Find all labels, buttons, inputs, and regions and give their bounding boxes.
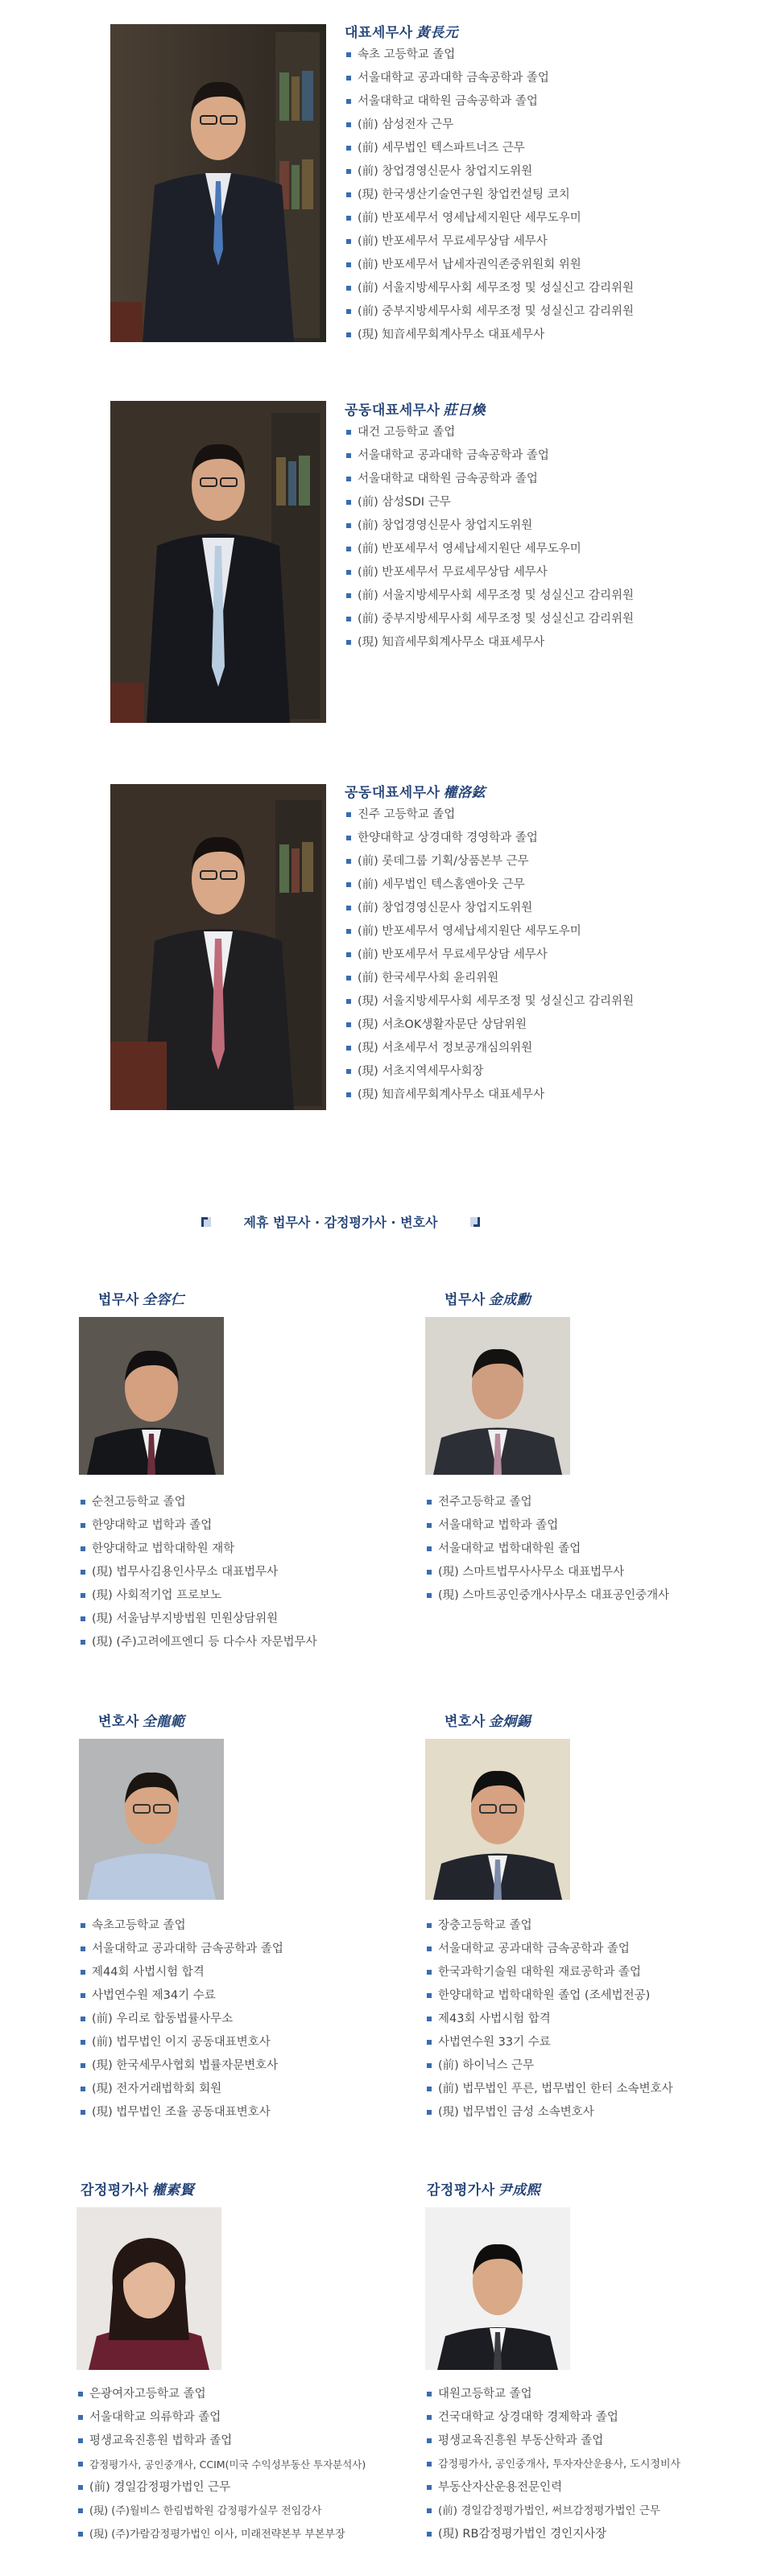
list-item: 대건 고등학교 졸업 <box>345 421 634 444</box>
list-item: (前) 창업경영신문사 창업지도위원 <box>345 160 634 184</box>
partner-4-title: 변호사 <box>445 1714 486 1730</box>
photo-partner-2 <box>425 1317 570 1475</box>
member-2-career-list <box>345 421 634 654</box>
list-item: (現) 서울남부지방법원 민원상담위원 <box>79 1608 317 1631</box>
partner-1-heading <box>98 1288 184 1308</box>
list-item: 사법연수원 33기 수료 <box>425 2031 673 2054</box>
list-item: (前) 롯데그룹 기획/상품본부 근무 <box>345 850 634 873</box>
partner-5-career-list <box>76 2383 366 2546</box>
list-item: 속초 고등학교 졸업 <box>345 43 634 67</box>
partner-5-title: 감정평가사 <box>81 2182 149 2198</box>
list-item: (現) 知音세무회계사무소 대표세무사 <box>345 631 634 654</box>
list-item: (前) 반포세무서 영세납세지원단 세무도우미 <box>345 207 634 230</box>
member-2-name: 莊日煥 <box>443 402 486 419</box>
list-item: (前) 중부지방세무사회 세무조정 및 성실신고 감리위원 <box>345 300 634 324</box>
partner-4-career-list <box>425 1914 673 2124</box>
list-item: (現) 知音세무회계사무소 대표세무사 <box>345 1084 634 1107</box>
list-item: (現) 스마트법무사사무소 대표법무사 <box>425 1561 669 1584</box>
list-item: (前) 세무법인 텍스파트너즈 근무 <box>345 137 634 160</box>
list-item: 제44회 사법시험 합격 <box>79 1961 283 1984</box>
partner-2-heading <box>445 1288 531 1308</box>
partner-5-name: 權素賢 <box>151 2182 195 2198</box>
member-1-title: 대표세무사 <box>345 25 413 41</box>
member-3-name: 權洛鉉 <box>443 785 486 801</box>
list-item: 대원고등학교 졸업 <box>425 2383 680 2406</box>
list-item: 사법연수원 제34기 수료 <box>79 1984 283 2008</box>
list-item: (前) 우리로 합동법률사무소 <box>79 2008 283 2031</box>
list-item: 평생교육진흥원 부동산학과 졸업 <box>425 2429 680 2453</box>
list-item: 평생교육진흥원 법학과 졸업 <box>76 2429 366 2453</box>
list-item: (現) 법무법인 금성 소속변호사 <box>425 2101 673 2124</box>
list-item: 한양대학교 법학대학원 재학 <box>79 1538 317 1561</box>
list-item: 은광여자고등학교 졸업 <box>76 2383 366 2406</box>
list-item: (現) 서초OK생활자문단 상담위원 <box>345 1013 634 1037</box>
partner-3-name: 全龍範 <box>142 1714 185 1730</box>
member-3-heading <box>345 781 486 801</box>
list-item: 서울대학교 공과대학 금속공학과 졸업 <box>79 1938 283 1961</box>
member-2-title: 공동대표세무사 <box>345 402 440 419</box>
member-2-heading <box>345 398 486 419</box>
list-item: (前) 서울지방세무사회 세무조정 및 성실신고 감리위원 <box>345 584 634 608</box>
list-item: (前) 반포세무서 무료세무상담 세무사 <box>345 230 634 254</box>
list-item: (前) 반포세무서 영세납세지원단 세무도우미 <box>345 538 634 561</box>
list-item: 한양대학교 법학과 졸업 <box>79 1514 317 1538</box>
partner-1-name: 全容仁 <box>142 1292 185 1308</box>
list-item: (現) 사회적기업 프로보노 <box>79 1584 317 1608</box>
list-item: (現) RB감정평가법인 경인지사장 <box>425 2523 680 2546</box>
list-item: (前) 하이닉스 근무 <box>425 2054 673 2078</box>
partner-4-heading <box>445 1710 531 1730</box>
list-item: (前) 반포세무서 납세자권익존중위원회 위원 <box>345 254 634 277</box>
partner-5-heading <box>81 2178 194 2198</box>
partner-6-title: 감정평가사 <box>427 2182 495 2198</box>
list-item: 서울대학교 의류학과 졸업 <box>76 2406 366 2429</box>
list-item: 부동산자산운용전문인력 <box>425 2476 680 2500</box>
list-item: (前) 반포세무서 영세납세지원단 세무도우미 <box>345 920 634 943</box>
list-item: 장충고등학교 졸업 <box>425 1914 673 1938</box>
partner-2-name: 金成勳 <box>488 1292 531 1308</box>
partner-3-career-list <box>79 1914 283 2124</box>
photo-partner-5 <box>76 2207 221 2370</box>
list-item: (前) 법무법인 푸른, 법무법인 한터 소속변호사 <box>425 2078 673 2101</box>
list-item: 서울대학교 대학원 금속공학과 졸업 <box>345 90 634 114</box>
partner-6-name: 尹成熙 <box>498 2182 541 2198</box>
partner-1-career-list <box>79 1491 317 1654</box>
member-1-name: 黃長元 <box>416 25 459 41</box>
list-item: (現) 스마트공인중개사사무소 대표공인중개사 <box>425 1584 669 1608</box>
list-item: (前) 중부지방세무사회 세무조정 및 성실신고 감리위원 <box>345 608 634 631</box>
list-item: (現) (주)월비스 한림법학원 감정평가실무 전임강사 <box>76 2500 366 2523</box>
list-item: (現) 서초지역세무사회장 <box>345 1060 634 1084</box>
list-item: (現) 서울지방세무사회 세무조정 및 성실신고 감리위원 <box>345 990 634 1013</box>
list-item: 서울대학교 법학과 졸업 <box>425 1514 669 1538</box>
list-item: 속초고등학교 졸업 <box>79 1914 283 1938</box>
list-item: 한양대학교 법학대학원 졸업 (조세법전공) <box>425 1984 673 2008</box>
list-item: (前) 법무법인 이지 공동대표변호사 <box>79 2031 283 2054</box>
list-item: (前) 반포세무서 무료세무상담 세무사 <box>345 943 634 967</box>
list-item: (前) 반포세무서 무료세무상담 세무사 <box>345 561 634 584</box>
list-item: (前) 세무법인 텍스홈앤아웃 근무 <box>345 873 634 897</box>
bracket-right-icon <box>469 1216 482 1228</box>
list-item: (前) 경일감정평가법인, 써브감정평가법인 근무 <box>425 2500 680 2523</box>
photo-partner-1 <box>79 1317 224 1475</box>
partners-banner-label: 제휴 법무사 · 감정평가사 · 변호사 <box>243 1215 438 1230</box>
list-item: 순천고등학교 졸업 <box>79 1491 317 1514</box>
list-item: (現) 한국세무사협회 법률자문변호사 <box>79 2054 283 2078</box>
partner-2-title: 법무사 <box>445 1292 486 1308</box>
photo-member-1 <box>110 24 326 342</box>
list-item: (現) (주)가람감정평가법인 이사, 미래전략본부 부본부장 <box>76 2523 366 2546</box>
partner-4-name: 金炯錫 <box>488 1714 531 1730</box>
list-item: 서울대학교 대학원 금속공학과 졸업 <box>345 468 634 491</box>
list-item: (前) 삼성SDI 근무 <box>345 491 634 514</box>
photo-partner-4 <box>425 1739 570 1900</box>
bracket-left-icon <box>200 1216 213 1228</box>
list-item: (前) 창업경영신문사 창업지도위원 <box>345 514 634 538</box>
list-item: (現) 서초세무서 정보공개심의위원 <box>345 1037 634 1060</box>
member-1-career-list <box>345 43 634 347</box>
partner-1-title: 법무사 <box>98 1292 139 1308</box>
list-item: (前) 창업경영신문사 창업지도위원 <box>345 897 634 920</box>
photo-partner-6 <box>425 2207 570 2370</box>
list-item: 제43회 사법시험 합격 <box>425 2008 673 2031</box>
partners-banner <box>200 1212 482 1233</box>
member-3-career-list <box>345 803 634 1107</box>
partner-3-heading <box>98 1710 184 1730</box>
list-item: 한국과학기술원 대학원 재료공학과 졸업 <box>425 1961 673 1984</box>
list-item: (現) 知音세무회계사무소 대표세무사 <box>345 324 634 347</box>
list-item: 서울대학교 법학대학원 졸업 <box>425 1538 669 1561</box>
member-3-title: 공동대표세무사 <box>345 785 440 801</box>
list-item: 서울대학교 공과대학 금속공학과 졸업 <box>345 67 634 90</box>
partner-6-career-list <box>425 2383 680 2546</box>
list-item: 건국대학교 상경대학 경제학과 졸업 <box>425 2406 680 2429</box>
list-item: (前) 서울지방세무사회 세무조정 및 성실신고 감리위원 <box>345 277 634 300</box>
list-item: 감정평가사, 공인중개사, 투자자산운용사, 도시정비사 <box>425 2453 680 2476</box>
photo-partner-3 <box>79 1739 224 1900</box>
photo-member-3 <box>110 784 326 1110</box>
partner-6-heading <box>427 2178 540 2198</box>
partner-2-career-list <box>425 1491 669 1608</box>
list-item: (現) (주)고려에프엔디 등 다수사 자문법무사 <box>79 1631 317 1654</box>
list-item: 한양대학교 상경대학 경영학과 졸업 <box>345 827 634 850</box>
list-item: (現) 법무법인 조율 공동대표변호사 <box>79 2101 283 2124</box>
list-item: 서울대학교 공과대학 금속공학과 졸업 <box>425 1938 673 1961</box>
photo-member-2 <box>110 401 326 723</box>
list-item: (前) 삼성전자 근무 <box>345 114 634 137</box>
list-item: (現) 한국생산기술연구원 창업컨설팅 코치 <box>345 184 634 207</box>
list-item: 서울대학교 공과대학 금속공학과 졸업 <box>345 444 634 468</box>
list-item: 전주고등학교 졸업 <box>425 1491 669 1514</box>
list-item: (前) 한국세무사회 윤리위원 <box>345 967 634 990</box>
list-item: (前) 경일감정평가법인 근무 <box>76 2476 366 2500</box>
member-1-heading <box>345 21 458 41</box>
partner-3-title: 변호사 <box>98 1714 139 1730</box>
list-item: 진주 고등학교 졸업 <box>345 803 634 827</box>
list-item: (現) 법무사김용인사무소 대표법무사 <box>79 1561 317 1584</box>
list-item: (現) 전자거래법학회 회원 <box>79 2078 283 2101</box>
list-item: 감정평가사, 공인중개사, CCIM(미국 수익성부동산 투자분석사) <box>76 2453 366 2476</box>
